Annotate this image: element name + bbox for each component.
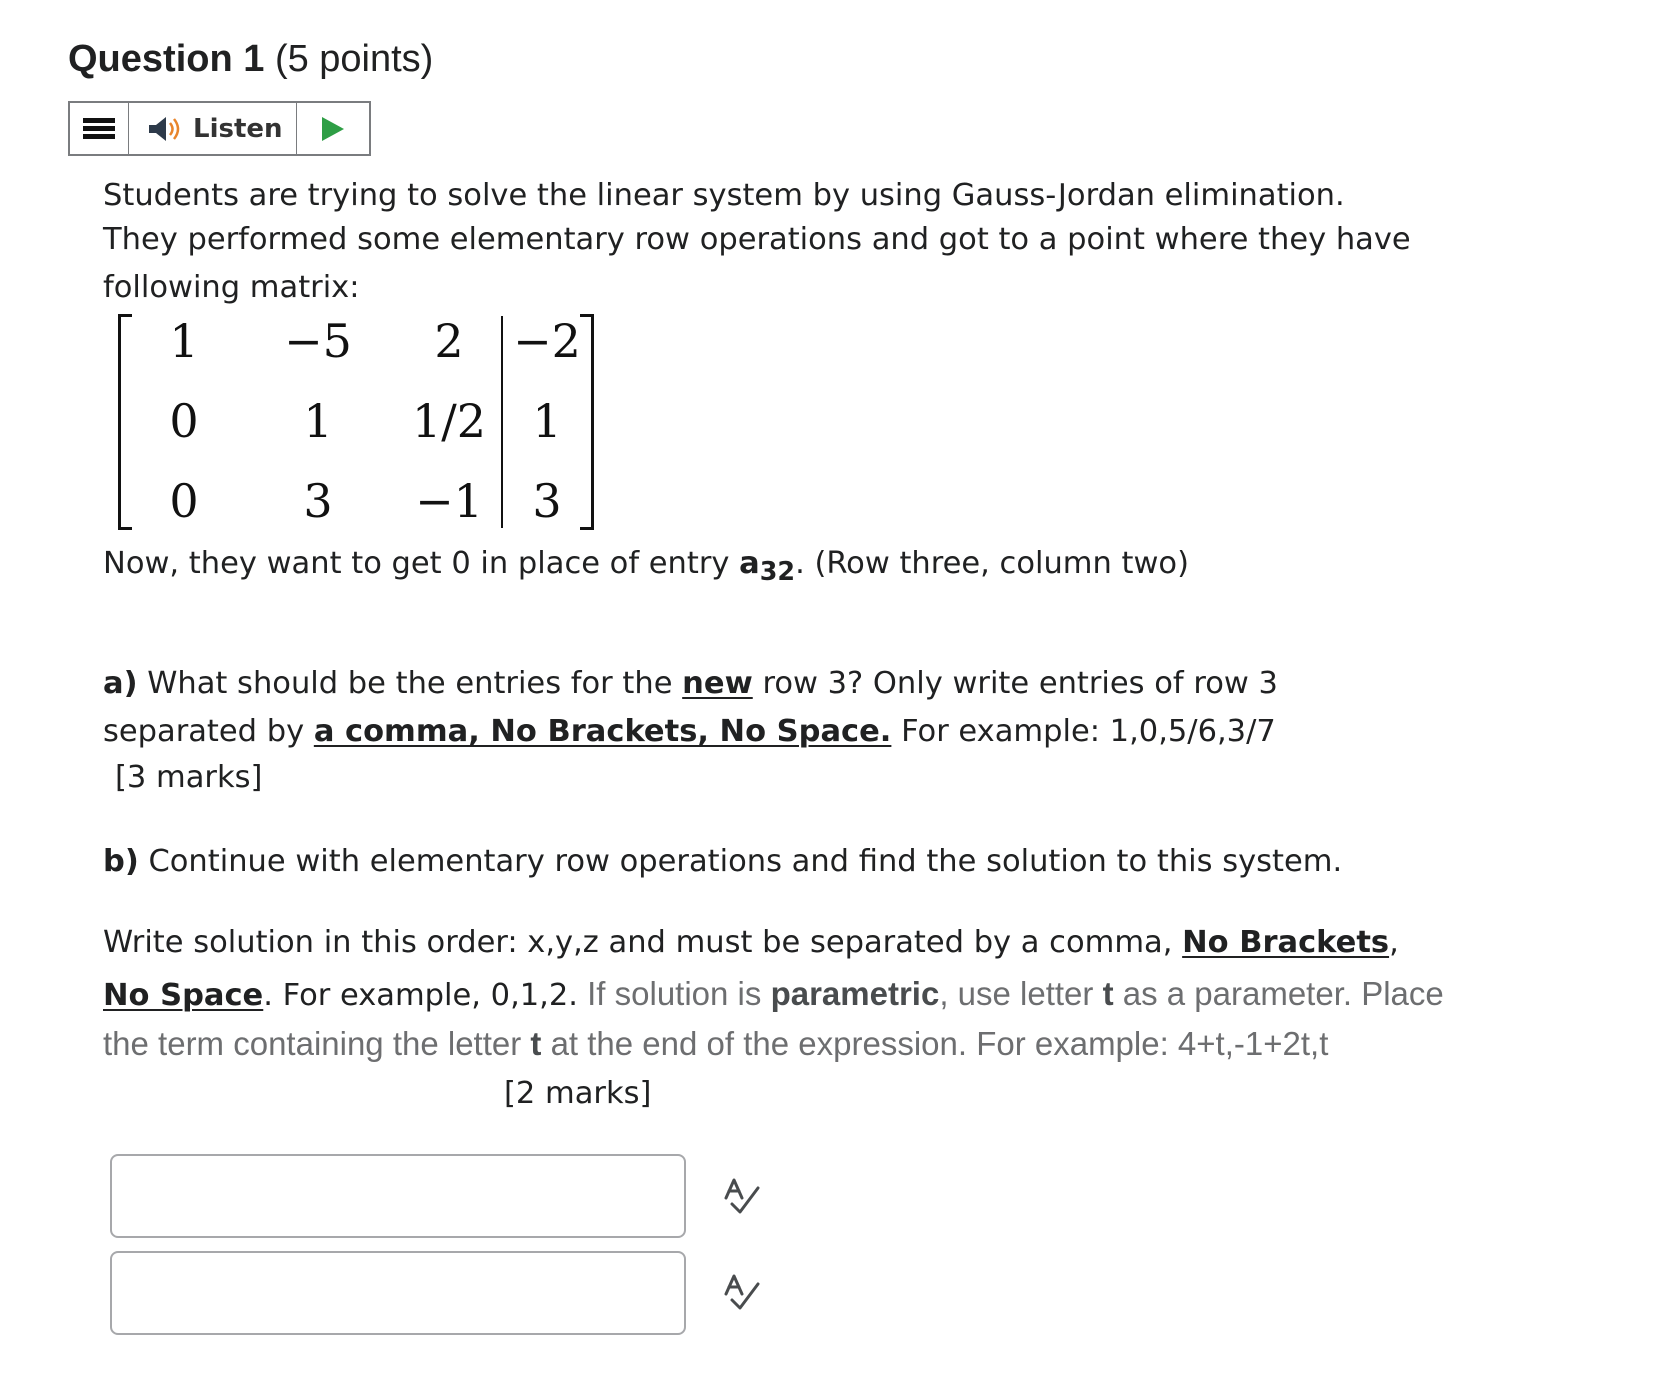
matrix-cell-r2c3: 1/2 [411, 394, 487, 448]
goal-after: . (Row three, column two) [795, 546, 1189, 581]
part-a-text-2: row 3? Only write entries of row 3 [752, 666, 1278, 701]
part-a-text-1: What should be the entries for the [137, 666, 683, 701]
entry-subscript: 32 [759, 556, 796, 587]
part-a-text-3: separated by [103, 714, 314, 749]
matrix-cell-r3c1: 0 [169, 474, 199, 528]
spellcheck-icon[interactable] [722, 1176, 762, 1216]
play-button[interactable] [297, 103, 369, 154]
matrix-cell-r1c2: −5 [284, 314, 352, 368]
part-b-example: . For example, 0,1,2. [263, 978, 578, 1013]
part-b-instructions-3 [103, 1022, 1328, 1066]
entry-symbol: a [739, 546, 760, 581]
part-b-label: b) [103, 844, 139, 879]
part-a-line-1 [103, 662, 1278, 706]
matrix-cell-r3c2: 3 [303, 474, 333, 528]
intro-line-3: following matrix: [103, 270, 360, 305]
augmented-matrix [115, 308, 605, 538]
part-b-param-1: If solution is [577, 975, 771, 1012]
part-a-format-rule: a comma, No Brackets, No Space. [313, 714, 892, 749]
matrix-cell-r3c3: −1 [415, 474, 483, 528]
part-a-marks: [3 marks] [115, 760, 263, 795]
speaker-icon [147, 114, 185, 144]
listen-button[interactable] [129, 103, 297, 154]
left-bracket [118, 314, 132, 530]
part-b-marks: [2 marks] [504, 1076, 652, 1111]
matrix-cell-r2c2: 1 [303, 394, 333, 448]
question-number: Question 1 [68, 38, 265, 80]
part-a-example: For example: 1,0,5/6,3/7 [891, 714, 1276, 749]
goal-before: Now, they want to get 0 in place of entry [103, 546, 740, 581]
part-b-line-1 [103, 840, 1342, 884]
part-b-text: Continue with elementary row operations and find the solution to this system. [138, 844, 1343, 879]
part-b-letter-t-2: t [530, 1025, 542, 1062]
menu-icon [83, 115, 115, 142]
question-points: (5 points) [274, 38, 434, 80]
play-icon [321, 116, 345, 142]
part-a-label: a) [103, 666, 138, 701]
matrix-cell-r1c4: −2 [513, 314, 581, 368]
part-b-param-text [578, 975, 1444, 1012]
part-b-no-brackets: No Brackets [1182, 925, 1390, 960]
spellcheck-icon[interactable] [722, 1272, 762, 1312]
part-b-parametric: parametric [770, 975, 940, 1012]
listen-toolbar [68, 101, 371, 156]
intro-line-2: They performed some elementary row operations and got to a point where they have [103, 222, 1411, 257]
part-b-comma: , [1389, 925, 1399, 960]
answer-input-b[interactable] [110, 1251, 686, 1335]
part-b-order: Write solution in this order: x,y,z and must be separated by a comma, [103, 925, 1183, 960]
question-title [68, 38, 433, 81]
part-a-new: new [682, 666, 753, 701]
part-b-param-4: the term containing the letter [103, 1025, 531, 1062]
listen-label: Listen [193, 113, 283, 144]
part-b-param-2: , use letter [939, 975, 1103, 1012]
part-b-param-5: at the end of the expression. For example: 4+t,-1+2t,t [541, 1025, 1329, 1062]
answer-input-a[interactable] [110, 1154, 686, 1238]
intro-line-1: Students are trying to solve the linear system by using Gauss-Jordan elimination. [103, 178, 1345, 213]
part-a-line-2 [103, 710, 1276, 754]
readspeaker-menu-button[interactable] [70, 103, 129, 154]
matrix-cell-r3c4: 3 [532, 474, 562, 528]
matrix-cell-r1c3: 2 [434, 314, 464, 368]
part-b-instructions-2 [103, 972, 1444, 1018]
augment-divider [501, 316, 503, 528]
part-b-no-space: No Space [103, 978, 264, 1013]
matrix-cell-r1c1: 1 [169, 314, 199, 368]
matrix-cell-r2c4: 1 [532, 394, 562, 448]
part-b-letter-t: t [1102, 975, 1114, 1012]
right-bracket [580, 314, 594, 530]
matrix-cell-r2c1: 0 [169, 394, 199, 448]
goal-text [103, 542, 1189, 593]
part-b-param-3: as a parameter. Place [1113, 975, 1444, 1012]
part-b-instructions-1 [103, 921, 1399, 965]
